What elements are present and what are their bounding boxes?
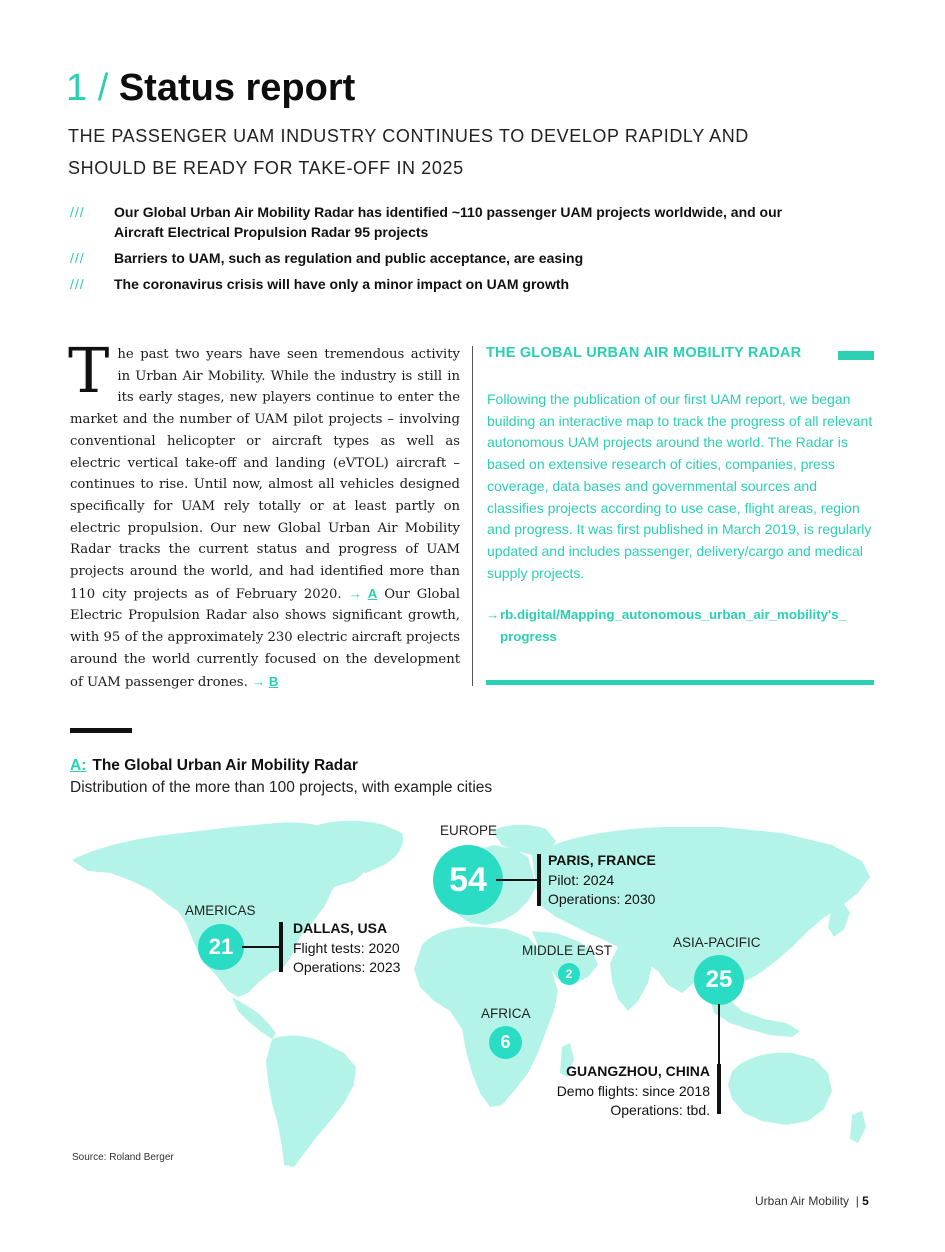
figure-label: A: — [70, 757, 87, 774]
dallas-leader-line — [242, 946, 280, 948]
region-label-africa: AFRICA — [481, 1006, 531, 1021]
callout-line: Operations: 2023 — [293, 959, 401, 975]
subtitle-line-1: THE PASSENGER UAM INDUSTRY CONTINUES TO DEVELOP RAPIDLY AND — [68, 126, 749, 146]
region-label-americas: AMERICAS — [185, 903, 256, 918]
page-title — [66, 66, 355, 110]
ref-arrow-icon: → — [348, 585, 362, 601]
paris-callout-bar — [537, 854, 541, 906]
sidebar-bottom-rule — [486, 680, 874, 685]
title-text: Status report — [118, 67, 356, 109]
dallas-callout-bar — [279, 922, 283, 972]
page-number: 5 — [862, 1194, 869, 1208]
figure-ref-b-link[interactable]: → B — [251, 673, 279, 689]
drop-cap: T — [68, 334, 110, 407]
column-divider — [472, 346, 473, 686]
key-points-list — [70, 202, 830, 300]
figure-rule — [70, 728, 132, 733]
footer-separator: | — [855, 1194, 859, 1208]
key-point-text: The coronavirus crisis will have only a minor impact on UAM growth — [114, 276, 570, 292]
key-point — [70, 274, 830, 294]
page-footer — [755, 1194, 869, 1208]
callout-dallas — [293, 919, 400, 978]
land-new-zealand — [850, 1111, 866, 1143]
bullet-marker: /// — [70, 276, 85, 292]
callout-city: PARIS, FRANCE — [548, 852, 656, 868]
guangzhou-callout-bar — [717, 1064, 721, 1114]
figure-subtitle: Distribution of the more than 100 projects, with example cities — [70, 779, 493, 796]
callout-paris — [548, 851, 656, 910]
region-label-europe: EUROPE — [440, 823, 498, 838]
link-line-2: progress — [500, 629, 557, 644]
callout-line: Operations: tbd. — [610, 1102, 710, 1118]
guangzhou-leader-line — [718, 1004, 720, 1066]
key-point-text: Our Global Urban Air Mobility Radar has identified ~110 passenger UAM projects worldwide, and our Aircraft Electrical Propulsion Radar 95 projects — [114, 204, 783, 240]
callout-line: Demo flights: since 2018 — [556, 1082, 710, 1099]
figure-ref-a-link[interactable]: → A — [348, 585, 378, 601]
page-subtitle — [68, 120, 828, 184]
body-text-part-1: he past two years have seen tremendous activity in Urban Air Mobility. While the industry is still in its early stages, new players continue to enter the market and the number of UAM pilot projects – involving conventional helicopter or aircraft types as well as electric vertical take-off and landing (eVTOL) aircraft – continues to rise. Until now, almost all vehicles designed specifically for UAM rely totally or at least partly on electric propulsion. Our new Global Urban Air Mobility Radar tracks the current status and progress of UAM projects around the world, and had identified more than 110 city projects as of February 2020. — [70, 347, 460, 602]
bullet-marker: /// — [70, 250, 85, 266]
key-point-text: Barriers to UAM, such as regulation and public acceptance, are easing — [114, 250, 584, 266]
bubble-europe: 54 — [433, 845, 503, 915]
figure-source: Source: Roland Berger — [72, 1152, 174, 1163]
callout-guangzhou — [540, 1062, 710, 1121]
bubble-middle-east: 2 — [558, 963, 580, 985]
sidebar-heading: THE GLOBAL URBAN AIR MOBILITY RADAR — [486, 345, 802, 361]
key-point — [70, 202, 830, 242]
sidebar-heading-bar — [838, 351, 874, 360]
callout-line: Flight tests: 2020 — [293, 939, 400, 956]
bubble-asia-pacific: 25 — [694, 955, 744, 1005]
bullet-marker: /// — [70, 204, 85, 220]
callout-line: Operations: 2030 — [548, 891, 656, 907]
land-south-america — [266, 1036, 356, 1167]
link-arrow-icon: → — [486, 607, 500, 622]
region-label-asia-pacific: ASIA-PACIFIC — [673, 935, 761, 950]
callout-line: Pilot: 2024 — [548, 871, 615, 888]
body-paragraph — [68, 334, 461, 693]
land-australia — [728, 1053, 832, 1125]
land-central-america — [232, 997, 276, 1039]
paris-leader-line — [496, 879, 538, 881]
section-number: 1 / — [66, 67, 109, 109]
figure-title-text: The Global Urban Air Mobility Radar — [92, 757, 358, 774]
link-line-1: rb.digital/Mapping_autonomous_urban_air_mobility's_ — [500, 607, 846, 622]
bubble-africa: 6 — [489, 1026, 522, 1059]
subtitle-line-2: SHOULD BE READY FOR TAKE-OFF IN 2025 — [68, 158, 464, 178]
sidebar-body: Following the publication of our first UAM report, we began building an interactive map to track the progress of all relevant autonomous UAM projects around the world. The Radar is based on extensive research of cities, companies, press coverage, data bases and governmental sources and classifies projects according to use case, flight areas, region and progress. It was first published in March 2019, is regularly updated and includes passenger, delivery/cargo and medical supply projects. — [487, 391, 873, 581]
region-label-middle-east: MIDDLE EAST — [522, 943, 613, 958]
footer-publication: Urban Air Mobility — [755, 1194, 850, 1208]
callout-city: DALLAS, USA — [293, 920, 388, 936]
body-text-part-2: Our Global Electric Propulsion Radar also shows significant growth, with 95 of the approximately 230 electric aircraft projects around the world currently focused on the development of UAM passenger drones. — [70, 586, 461, 690]
radar-link[interactable] — [486, 604, 874, 648]
key-point — [70, 248, 830, 268]
bubble-americas: 21 — [198, 924, 244, 970]
figure-title — [70, 757, 358, 775]
callout-city: GUANGZHOU, CHINA — [566, 1063, 710, 1079]
ref-arrow-icon: → — [251, 673, 266, 689]
